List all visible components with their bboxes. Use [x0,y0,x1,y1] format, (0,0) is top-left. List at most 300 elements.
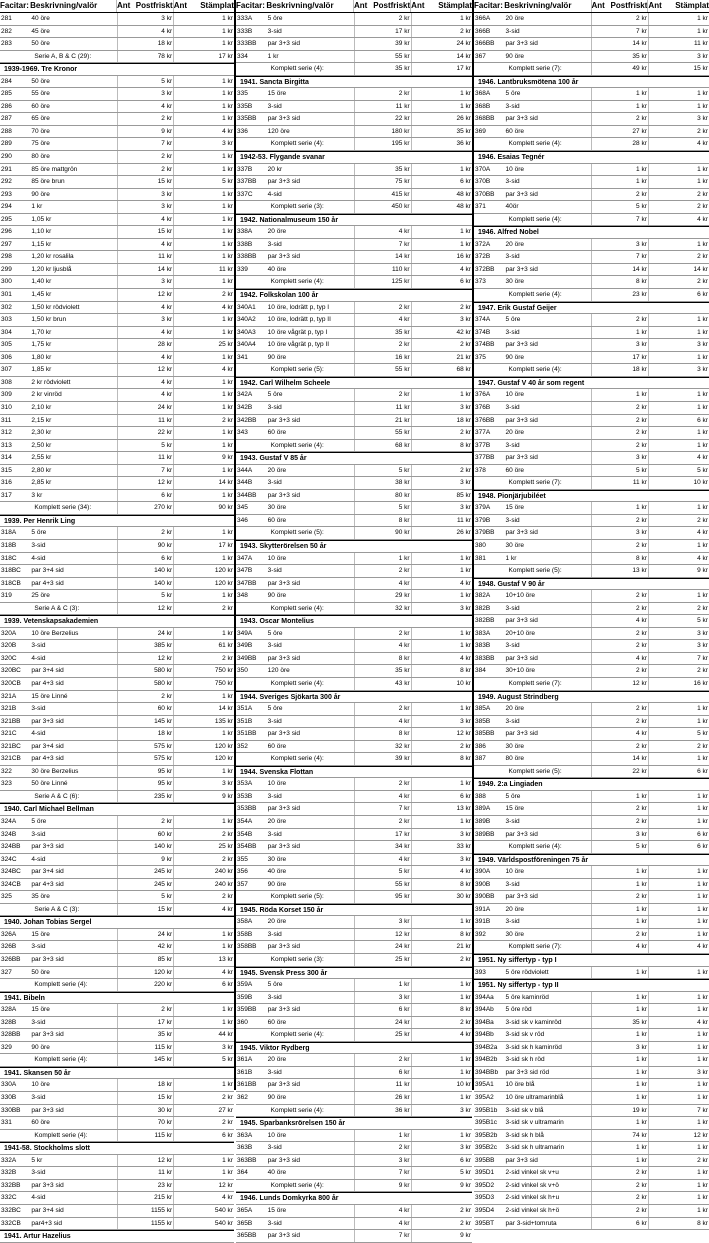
description: Komplett serie (5): [508,767,562,775]
description: 3-sid [505,441,520,449]
price-mint: 2 kr [636,516,647,524]
description: 3-sid [267,240,282,248]
price-used: 1 kr [460,1056,471,1064]
price-used: 5 kr [222,178,233,186]
description: par 4+3 sid [31,755,64,763]
quantity-mint [591,88,610,100]
price-mint: 2 kr [161,115,173,123]
quantity-mint [354,13,373,25]
price-used: 13 kr [456,805,471,813]
quantity-used [648,465,667,477]
table-row [0,226,234,239]
quantity-used [648,916,667,928]
quantity-used [173,1017,192,1029]
catalog-number: 308 [1,378,12,386]
price-used: 3 kr [460,604,471,612]
table-row [0,440,234,453]
description: 3-sid [505,717,520,725]
quantity-used [173,440,192,452]
description: par 3+3 sid [505,730,538,738]
issue-title: 1942. Folkskolan 100 år [236,289,472,301]
quantity-mint [591,201,610,213]
price-mint: 1 kr [636,968,647,976]
description: 30+10 öre [505,667,536,675]
price-mint: 3 kr [636,529,647,537]
quantity-used [648,1105,667,1117]
description: 90 öre [31,1043,50,1051]
quantity-mint [591,214,610,226]
catalog-number: 363A [237,1131,253,1139]
quantity-used [411,189,430,201]
price-used: 120 kr [214,755,233,763]
table-row [236,992,472,1005]
catalog-number [236,364,267,376]
description: 3-sid [267,642,282,650]
description: 3-sid [267,102,282,110]
quantity-mint [354,189,373,201]
table-row [236,578,472,591]
quantity-used [648,1192,667,1204]
quantity-mint [591,1167,610,1179]
description: 10 öre ultramarinblå [505,1094,564,1102]
price-used: 17 kr [456,65,471,73]
quantity-used [411,891,430,903]
quantity-mint [354,264,373,276]
quantity-mint [117,841,136,853]
price-used: 1 kr [697,102,708,110]
price-mint: 7 kr [398,240,410,248]
quantity-mint [354,866,373,878]
catalog-number: 361B [237,1068,253,1076]
price-used: 2 kr [697,253,708,261]
table-row [474,164,709,177]
price-mint: 1 kr [636,918,647,926]
quantity-mint [117,778,136,790]
catalog-number: 369 [475,127,486,135]
quantity-mint [354,829,373,841]
quantity-mint [591,251,610,263]
price-mint: 2 kr [636,717,647,725]
quantity-used [411,101,430,113]
quantity-used [411,728,430,740]
table-row [474,653,709,666]
description: 15 öre [505,805,524,813]
quantity-used [648,1029,667,1041]
table-row [474,38,709,51]
price-used: 85 kr [456,491,471,499]
quantity-used [173,741,192,753]
issue-title: 1951. Ny siffertyp - typ II [474,979,709,991]
price-mint: 90 kr [157,541,173,549]
description: 120 öre [267,667,290,675]
price-mint: 5 kr [398,504,410,512]
price-used: 1 kr [697,1144,708,1152]
catalog-number: 371 [475,203,486,211]
description: 4-sid [31,554,46,562]
quantity-mint [117,176,136,188]
price-mint: 22 kr [632,767,647,775]
quantity-used [411,176,430,188]
price-used: 1 kr [460,554,471,562]
quantity-used [648,1180,667,1192]
table-row [474,26,709,39]
catalog-number: 318C [1,554,17,562]
table-row [0,741,234,754]
catalog-number [474,364,505,376]
price-mint: 4 kr [398,316,410,324]
quantity-mint [117,1192,136,1204]
price-used: 5 kr [222,1056,233,1064]
quantity-mint [354,1167,373,1179]
table-row [236,916,472,929]
table-row [236,402,472,415]
quantity-mint [117,314,136,326]
description: 3-sid sk v blå [505,1106,544,1114]
table-row [236,728,472,741]
quantity-mint [354,879,373,891]
column-header-row [474,0,709,13]
price-mint: 39 kr [395,755,410,763]
catalog-number: 292 [1,178,12,186]
price-mint: 15 kr [157,178,173,186]
catalog-number: 321B [1,705,17,713]
description: par4+3 sid [31,1219,62,1227]
quantity-used [648,1117,667,1129]
catalog-number: 358BB [237,943,257,951]
table-row [236,26,472,39]
column-header: Facitar: [236,1,265,10]
price-used: 6 kr [697,416,708,424]
catalog-number: 378 [475,466,486,474]
series-total-row [0,51,234,64]
catalog-number [236,138,267,150]
price-used: 13 kr [218,956,233,964]
price-mint: 2 kr [636,541,647,549]
description: 3-sid [31,1094,46,1102]
quantity-mint [117,164,136,176]
description: 3-sid [505,102,520,110]
quantity-used [173,276,192,288]
quantity-mint [591,314,610,326]
series-total-row [474,565,709,578]
table-row [474,113,709,126]
quantity-mint [354,628,373,640]
quantity-used [648,791,667,803]
issue-title: 1939. Vetenskapsakademien [0,615,234,627]
quantity-mint [591,590,610,602]
price-used: 1 kr [222,767,233,775]
description: 5 öre [267,391,283,399]
quantity-used [648,477,667,489]
price-mint: 11 kr [395,102,410,110]
quantity-mint [591,101,610,113]
table-row [236,1017,472,1030]
price-mint: 140 kr [154,579,173,587]
price-used: 1 kr [697,592,708,600]
quantity-used [411,465,430,477]
table-row [0,427,234,440]
catalog-number: 355 [237,855,248,863]
price-mint: 7 kr [636,27,647,35]
description: 10 öre [505,391,524,399]
series-total-row [236,364,472,377]
catalog-number: 360 [237,1018,248,1026]
quantity-used [648,540,667,552]
quantity-used [648,753,667,765]
quantity-mint [591,791,610,803]
quantity-used [411,979,430,991]
table-row [474,1167,709,1180]
price-used: 1 kr [222,316,233,324]
quantity-used [411,302,430,314]
issue-heading [236,214,472,227]
table-row [236,13,472,26]
catalog-number: 335 [237,90,248,98]
quantity-used [173,728,192,740]
quantity-mint [117,590,136,602]
series-total-row [474,214,709,227]
quantity-used [411,753,430,765]
quantity-used [173,377,192,389]
price-used: 1 kr [460,240,471,248]
catalog-number: 336 [237,127,248,135]
quantity-mint [117,640,136,652]
price-used: 3 kr [697,115,708,123]
catalog-number: 318BC [1,567,21,575]
description: par 3+3 sid [267,1156,301,1164]
quantity-mint [117,1205,136,1217]
catalog-number: 352 [237,742,248,750]
price-mint: 3 kr [161,203,173,211]
table-row [236,565,472,578]
issue-heading [0,1230,234,1243]
column-header: Ant [410,0,430,12]
description: 1 kr [267,52,279,60]
price-mint: 15 kr [157,1094,173,1102]
price-mint: 23 kr [157,1181,173,1189]
price-mint: 115 kr [154,1043,173,1051]
description: 3-sid [505,516,520,524]
quantity-mint [591,803,610,815]
description: Serie A & C (6): [34,792,80,800]
issue-title: 1945. Svensk Press 300 år [236,967,472,979]
price-used: 1 kr [697,1094,708,1102]
quantity-used [648,1054,667,1066]
price-mint: 4 kr [398,579,410,587]
price-mint: 1 kr [636,178,647,186]
quantity-mint [354,164,373,176]
table-row [0,251,234,264]
quantity-mint [591,1130,610,1142]
quantity-used [648,553,667,565]
quantity-used [411,1054,430,1066]
price-used: 1 kr [697,905,708,913]
catalog-number: 354BB [237,843,257,851]
quantity-used [648,314,667,326]
price-mint: 4 kr [161,303,173,311]
description: 3-sid sk h blå [505,1131,544,1139]
description: 1,85 kr [31,366,52,374]
description: par 3+3 sid [267,115,301,123]
price-mint: 39 kr [395,40,410,48]
quantity-used [648,816,667,828]
catalog-number: 298 [1,253,12,261]
price-mint: 26 kr [395,1094,410,1102]
table-row [236,251,472,264]
description: 1,75 kr [31,341,52,349]
catalog-number: 330BB [1,1106,21,1114]
catalog-number: 332CB [1,1219,21,1227]
price-used: 6 kr [460,1156,471,1164]
catalog-number: 392 [475,930,486,938]
catalog-number: 294 [1,203,12,211]
table-row [236,264,472,277]
quantity-used [648,904,667,916]
quantity-used [411,1142,430,1154]
quantity-mint [117,38,136,50]
catalog-number: 334 [237,52,248,60]
catalog-number: 394BBb [475,1068,499,1076]
issue-heading [474,778,709,791]
price-mint: 2 kr [398,705,410,713]
table-row [0,590,234,603]
quantity-mint [117,904,136,916]
description: 3-sid [31,1169,46,1177]
catalog-number [236,1180,267,1192]
quantity-mint [117,929,136,941]
quantity-mint [354,578,373,590]
quantity-mint [591,1155,610,1167]
catalog-number: 395B2b [475,1131,498,1139]
issue-heading [474,76,709,89]
quantity-used [411,352,430,364]
quantity-used [648,891,667,903]
quantity-mint [117,578,136,590]
catalog-number [236,1029,267,1041]
catalog-number: 376A [475,391,491,399]
price-used: 1 kr [460,592,471,600]
catalog-number: 350 [237,667,248,675]
description: par 3+3 sid [505,654,538,662]
catalog-number: 338BB [237,253,257,261]
catalog-number: 372BB [475,265,495,273]
price-used: 9 kr [222,454,233,462]
quantity-mint [591,327,610,339]
price-used: 1 kr [697,391,708,399]
price-mint: 1 kr [636,1156,647,1164]
catalog-number: 340A1 [237,303,256,311]
catalog-number: 330B [1,1094,17,1102]
description: Komplett serie (5): [270,893,324,901]
price-used: 1 kr [460,993,471,1001]
quantity-used [648,866,667,878]
table-row [236,879,472,892]
price-used: 6 kr [460,278,471,286]
description: 1,45 kr [31,291,52,299]
price-used: 6 kr [460,792,471,800]
price-used: 3 kr [697,52,708,60]
catalog-number: 302 [1,303,12,311]
quantity-mint [354,1205,373,1217]
quantity-mint [117,88,136,100]
price-used: 3 kr [460,504,471,512]
catalog-number: 320CB [1,679,21,687]
price-mint: 6 kr [161,491,173,499]
catalog-number: 282 [1,27,12,35]
table-row [236,51,472,64]
quantity-mint [354,653,373,665]
catalog-number: 315 [1,466,12,474]
description: 2-sid vinkel sk v+u [505,1169,559,1177]
quantity-mint [354,1079,373,1091]
quantity-mint [117,440,136,452]
price-mint: 4 kr [398,855,410,863]
quantity-mint [591,967,610,979]
description: 5 öre [267,15,283,22]
price-mint: 2 kr [636,930,647,938]
description: par 3+3 sid [267,730,301,738]
quantity-mint [354,1218,373,1230]
quantity-mint [117,553,136,565]
price-used: 1 kr [697,1031,708,1039]
table-row [0,753,234,766]
table-row [474,741,709,754]
quantity-used [411,829,430,841]
description: 10 öre [267,780,287,788]
quantity-used [173,979,192,991]
quantity-mint [591,452,610,464]
description: 60 öre [267,429,287,437]
quantity-mint [354,1067,373,1079]
table-row [0,665,234,678]
quantity-used [173,327,192,339]
quantity-mint [354,38,373,50]
quantity-mint [117,565,136,577]
price-used: 4 kr [222,968,233,976]
catalog-number: 328BB [1,1031,21,1039]
table-row [474,716,709,729]
quantity-mint [354,841,373,853]
price-mint: 3 kr [398,1156,410,1164]
quantity-mint [591,477,610,489]
catalog-number: 361BB [237,1081,257,1089]
price-mint: 6 kr [398,1068,410,1076]
price-mint: 1 kr [636,90,647,98]
issue-title: 1945. Viktor Rydberg [236,1042,472,1054]
column-header: Ant [116,0,136,12]
series-total-row [0,502,234,515]
quantity-used [173,113,192,125]
catalog-number [0,979,30,991]
catalog-number: 339 [237,265,248,273]
quantity-used [173,214,192,226]
price-mint: 8 kr [398,654,410,662]
price-mint: 85 kr [157,956,173,964]
price-mint: 8 kr [636,554,647,562]
quantity-used [173,415,192,427]
price-used: 10 kr [456,1081,471,1089]
quantity-used [411,816,430,828]
price-used: 1 kr [697,316,708,324]
series-total-row [236,603,472,616]
issue-title: 1946. Lunds Domkyrka 800 år [236,1192,472,1204]
quantity-mint [354,251,373,263]
price-mint: 17 kr [157,1018,173,1026]
table-row [0,691,234,704]
price-mint: 385 kr [154,642,173,650]
quantity-used [648,640,667,652]
table-row [236,1155,472,1168]
